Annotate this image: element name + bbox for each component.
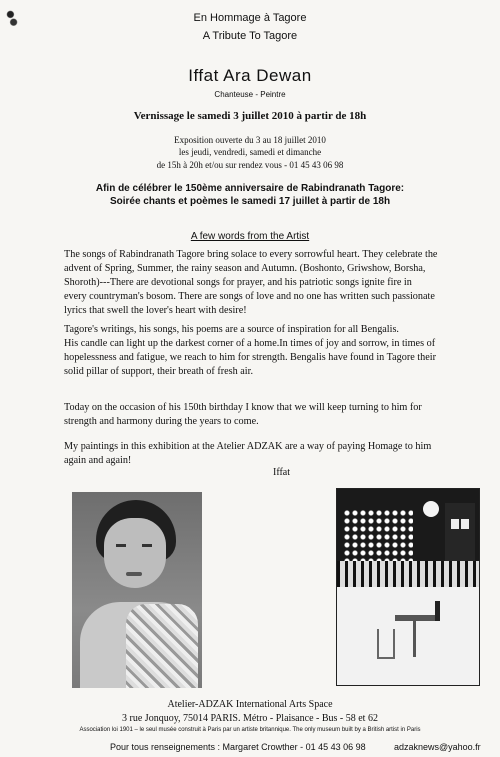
soiree-line: Soirée chants et poèmes le samedi 17 juillet à partir de 18h: [109, 196, 391, 207]
moon-icon: [423, 501, 439, 517]
text-line: advent of Spring, Summer, the rainy season and Autumn. (Boshonto, Griwshow, Borsha,: [64, 263, 426, 274]
artist-role: Chanteuse - Peintre: [214, 90, 286, 99]
paragraph-birthday: [64, 401, 478, 429]
vernissage-date: Vernissage le samedi 3 juillet 2010 à partir de 18h: [133, 110, 367, 122]
portrait-eye: [142, 544, 152, 547]
text-line: Tagore's writings, his songs, his poems are a source of inspiration for all Bengalis.: [64, 324, 399, 335]
text-line: strength and harmony during the years to come.: [64, 416, 259, 427]
contact-info: Pour tous renseignements : Margaret Crowther - 01 45 43 06 98: [110, 742, 366, 752]
painting-window: [451, 519, 459, 529]
paragraph-writings: [64, 323, 478, 379]
portrait-face: [104, 518, 166, 588]
exposition-hours: de 15h à 20h et/ou sur rendez vous - 01 45 43 06 98: [156, 160, 344, 170]
exposition-days: les jeudi, vendredi, samedi et dimanche: [178, 147, 322, 157]
tribute-heading: A Tribute To Tagore: [202, 30, 298, 42]
text-line: lyrics that swell the lover's heart with desire!: [64, 305, 247, 316]
text-line: solid pillar of support, their breath of fresh air.: [64, 366, 253, 377]
text-line: again and again!: [64, 455, 132, 466]
paragraph-songs: [64, 248, 478, 318]
text-line: Today on the occasion of his 150th birthday I know that we will keep turning to him for: [64, 402, 422, 413]
painting-terrace: [337, 587, 479, 685]
hommage-heading: En Hommage à Tagore: [193, 12, 307, 24]
painting-tree: [343, 509, 413, 561]
artist-name: Iffat Ara Dewan: [188, 66, 312, 85]
text-line: My paintings in this exhibition at the Atelier ADZAK are a way of paying Homage to him: [64, 441, 432, 452]
artist-portrait-photo: [72, 492, 202, 688]
portrait-lips: [126, 572, 142, 576]
anniversary-line: Afin de célébrer le 150ème anniversaire de Rabindranath Tagore:: [95, 183, 405, 194]
exposition-dates: Exposition ouverte du 3 au 18 juillet 2010: [174, 135, 326, 145]
painting-fence: [337, 561, 479, 587]
paragraph-paintings: [64, 440, 478, 468]
text-line: every countryman's bosom. There are songs of love and no one has written such passionate: [64, 291, 435, 302]
artist-signature: Iffat: [273, 467, 291, 478]
text-line: His candle can light up the darkest corner of a home.In times of joy and sorrow, in times of: [64, 338, 436, 349]
portrait-eye: [116, 544, 126, 547]
cafe-terrace-painting: [336, 488, 480, 686]
words-heading: A few words from the Artist: [190, 231, 310, 242]
text-line: hopelessness and fatigue, we reach to him for strength. Bengalis have found in Tagore their: [64, 352, 436, 363]
painting-window: [461, 519, 469, 529]
painting-chair: [377, 629, 395, 659]
association-note: Association loi 1901 – le seul musée construit à Paris par un artiste britannique. The only museum built by a British artist in Paris: [79, 727, 421, 733]
contact-email[interactable]: adzaknews@yahoo.fr: [394, 742, 481, 752]
painting-table-leg: [413, 621, 416, 657]
text-line: The songs of Rabindranath Tagore bring solace to every sorrowful heart. They celebrate the: [64, 249, 438, 260]
text-line: Shoroth)---There are devotional songs for prayer, and his patriotic songs ignite fire in: [64, 277, 412, 288]
venue-address: 3 rue Jonquoy, 75014 PARIS. Métro - Plaisance - Bus - 58 et 62: [122, 713, 378, 724]
portrait-scarf: [126, 604, 198, 688]
painting-bottle: [435, 601, 440, 621]
venue-name: Atelier-ADZAK International Arts Space: [167, 699, 333, 710]
